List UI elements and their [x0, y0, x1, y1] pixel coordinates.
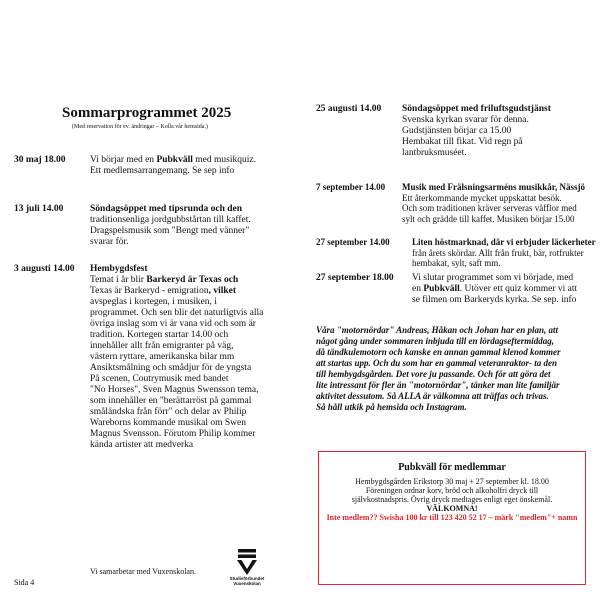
text-segment: Ett återkommande mycket uppskattat besök.: [402, 192, 562, 203]
text-segment: avspeglas i kortegen, i musiken, i: [90, 297, 217, 307]
text-line: [402, 214, 585, 225]
infobox-body: [319, 477, 585, 504]
bold-segment: , vilket: [208, 286, 237, 296]
event-text-25-augusti: [402, 104, 551, 159]
text-line: Föreningen ordnar korv, bröd och alkoholfri dryck till: [365, 486, 539, 495]
infobox-swish-info: Inte medlem?? Swisha 100 kr till 123 420 52 17 – märk "medlem"+ namn: [326, 513, 578, 522]
bold-segment: Söndagsöppet: [402, 104, 459, 114]
text-segment: traditionsenliga jordgubbstårtan till kaffet.: [90, 215, 251, 225]
text-line: [90, 407, 263, 418]
text-segment: Ett medlemsarrangemang. Se sep info: [90, 166, 235, 176]
bold-segment: Liten höstmarknad: [412, 237, 487, 247]
bold-segment: Pubkväll: [423, 284, 460, 294]
text-segment: Texas är Barkeryd - emigration: [90, 286, 209, 296]
event-date-13-juli: 13 juli 14.00: [14, 204, 64, 214]
text-line: [90, 204, 251, 215]
text-segment: programmet. Och sen blir det naturligtvis alla: [90, 308, 264, 318]
text-line: [90, 429, 263, 440]
text-line: [412, 273, 577, 284]
text-segment: kända artister att medverka: [90, 440, 194, 450]
text-segment: Wareborns kommande musikal om Swen: [90, 418, 246, 428]
text-line: [402, 148, 551, 159]
text-line: Våra "motornördar" Andreas, Håkan och Johan har en plan, att: [316, 325, 558, 335]
text-line: [412, 295, 577, 306]
text-line: Hembygdsgården Erikstorp 30 maj + 27 september kl. 18.00: [355, 477, 549, 486]
text-segment: "No Horses", Sven Magnus Swensson tema,: [90, 385, 259, 395]
event-text-13-juli: [90, 204, 251, 248]
text-line: [90, 226, 251, 237]
text-segment: Vi börjar med en: [90, 155, 157, 165]
text-line: [90, 363, 263, 374]
collaboration-note: Vi samarbetar med Vuxenskolan.: [90, 567, 196, 576]
reservation-note: (Med reservation för ev. ändringar – Kolla vår hemsida.): [72, 124, 208, 130]
text-segment: sylt och grädde till kaffet. Musiken börjar 15.00: [402, 213, 575, 224]
page-number: Sida 4: [14, 578, 35, 587]
text-line: [90, 166, 256, 177]
bold-segment: med Frälsningsarméns musikkår, Nässjö: [426, 182, 585, 192]
text-line: [402, 182, 585, 193]
event-text-7-september: [402, 182, 585, 224]
text-segment: Och som traditionen kräver serveras våfflor med: [402, 203, 577, 213]
bold-segment: med tipsrunda och den: [146, 204, 243, 214]
text-line: [90, 396, 263, 407]
text-line: [90, 385, 263, 396]
text-segment: från årets skördar. Allt från frukt, bär, rotfrukter: [412, 247, 584, 258]
text-segment: tradition. Kortegen startar 14.00 och: [90, 330, 229, 340]
text-line: [90, 237, 251, 248]
text-segment: Svenska kyrkan svarar för denna.: [402, 115, 529, 125]
text-segment: lantbruksmuséet.: [402, 148, 467, 158]
text-line: [90, 341, 263, 352]
text-segment: hembakat, sylt, saft mm.: [412, 258, 501, 268]
text-segment: som innehåller en "berättarröst på gammal: [90, 396, 252, 406]
text-line: att startas upp. Och du som har en gammal veteranraktor- ta den: [316, 358, 558, 368]
logo-line-2: Vuxenskolan: [233, 581, 261, 586]
member-pub-infobox: [318, 451, 586, 585]
motornordar-notice: [316, 325, 561, 413]
text-line: [90, 275, 263, 286]
text-segment: Magnus Svensson. Förutom Philip kommer: [90, 429, 256, 439]
event-date-27-september-1800: 27 september 18.00: [316, 273, 394, 283]
text-line: då tändkulemotorn och kanske en annan gammal klenod kommer: [316, 347, 561, 357]
text-line: [90, 297, 263, 308]
text-line: [412, 258, 596, 269]
text-line: aktivitet dessutom. Så ALLA är välkomna att träffas och trivas.: [316, 391, 549, 401]
text-line: självkostnadspris. Övrig dryck medtages enligt eget önskemål.: [351, 495, 553, 504]
event-text-30-maj: [90, 155, 256, 177]
bold-segment: Musik: [402, 182, 427, 192]
bold-segment: Söndagsöppet: [90, 204, 147, 214]
bold-segment: Barkeryd är Texas och: [146, 275, 239, 285]
text-line: [90, 352, 263, 363]
text-line: [90, 374, 263, 385]
text-line: Så håll utkik på hemsida och Instagram.: [316, 402, 467, 412]
text-segment: Ansiktsmålning och smådjur för de yngsta: [90, 363, 252, 373]
event-text-3-augusti: [90, 264, 263, 451]
logo-line-1: Studieförbundet: [229, 576, 265, 581]
text-line: [90, 418, 263, 429]
text-segment: innehåller allt från emigranter på väg,: [90, 341, 234, 351]
text-line: [402, 126, 551, 137]
text-line: [90, 215, 251, 226]
text-line: [402, 115, 551, 126]
bold-segment: med friluftsgudstjänst: [458, 104, 551, 114]
text-line: [90, 330, 263, 341]
text-line: [90, 286, 263, 297]
text-line: [412, 248, 596, 259]
bold-segment: , där vi erbjuder läckerheter: [486, 237, 596, 247]
event-date-25-augusti: 25 augusti 14.00: [316, 104, 382, 114]
text-line: [90, 308, 263, 319]
event-date-30-maj: 30 maj 18.00: [14, 155, 66, 165]
text-segment: med musikquiz.: [192, 155, 256, 165]
program-title: Sommarprogrammet 2025: [62, 105, 232, 121]
text-segment: svarar för.: [90, 237, 129, 247]
text-line: [90, 155, 256, 166]
studieforbundet-vuxenskolan-logo: [222, 548, 272, 592]
infobox-welcome: VÄLKOMNA!: [426, 504, 478, 513]
text-segment: småländska från förr" och delar av Philip: [90, 407, 247, 417]
text-segment: På scenen, Coutrymusik med bandet: [90, 374, 229, 384]
event-text-27-september-1400: [412, 237, 596, 269]
vuxenskolan-logo-icon: [235, 548, 259, 576]
text-line: [402, 203, 585, 214]
text-segment: Vi slutar programmet som vi började, med: [412, 273, 574, 283]
text-segment: . Utöver ett quiz kommer vi att: [459, 284, 578, 294]
bold-segment: Pubkväll: [156, 155, 193, 165]
text-segment: övriga inslag som vi är vana vid och som är: [90, 319, 256, 329]
text-line: [402, 137, 551, 148]
text-segment: Dragspelsmusik som "Bengt med vänner": [90, 226, 250, 236]
text-line: [90, 319, 263, 330]
text-line: [90, 264, 263, 275]
text-segment: se filmen om Barkeryds kyrka. Se sep. info: [412, 295, 577, 305]
text-line: [402, 193, 585, 204]
event-date-27-september-1400: 27 september 14.00: [316, 237, 390, 247]
infobox-title: Pubkväll för medlemmar: [398, 462, 506, 473]
event-date-3-augusti: 3 augusti 14.00: [14, 264, 75, 274]
text-line: till hembygdsgården. Det vore ju passande. Och för att göra det: [316, 369, 551, 379]
text-segment: en: [412, 284, 424, 294]
text-line: [90, 440, 263, 451]
text-line: något gång under sommaren inbjuda till en lördagseftermiddag,: [316, 336, 555, 346]
text-line: [412, 284, 577, 295]
text-line: [402, 104, 551, 115]
text-segment: västern ryttare, amerikanska bilar mm: [90, 352, 235, 362]
text-segment: Hembakat till fikat. Vid regn på: [402, 137, 523, 147]
event-date-7-september: 7 september 14.00: [316, 182, 386, 192]
text-line: [412, 237, 596, 248]
text-line: lite intressant för fler än "motornördar", tänker man lite familjär: [316, 380, 560, 390]
bold-segment: Hembygdsfest: [90, 264, 148, 274]
text-segment: Gudstjänsten börjar ca 15.00: [402, 126, 512, 136]
event-text-27-september-1800: [412, 273, 577, 306]
text-segment: Temat i år blir: [90, 275, 147, 285]
